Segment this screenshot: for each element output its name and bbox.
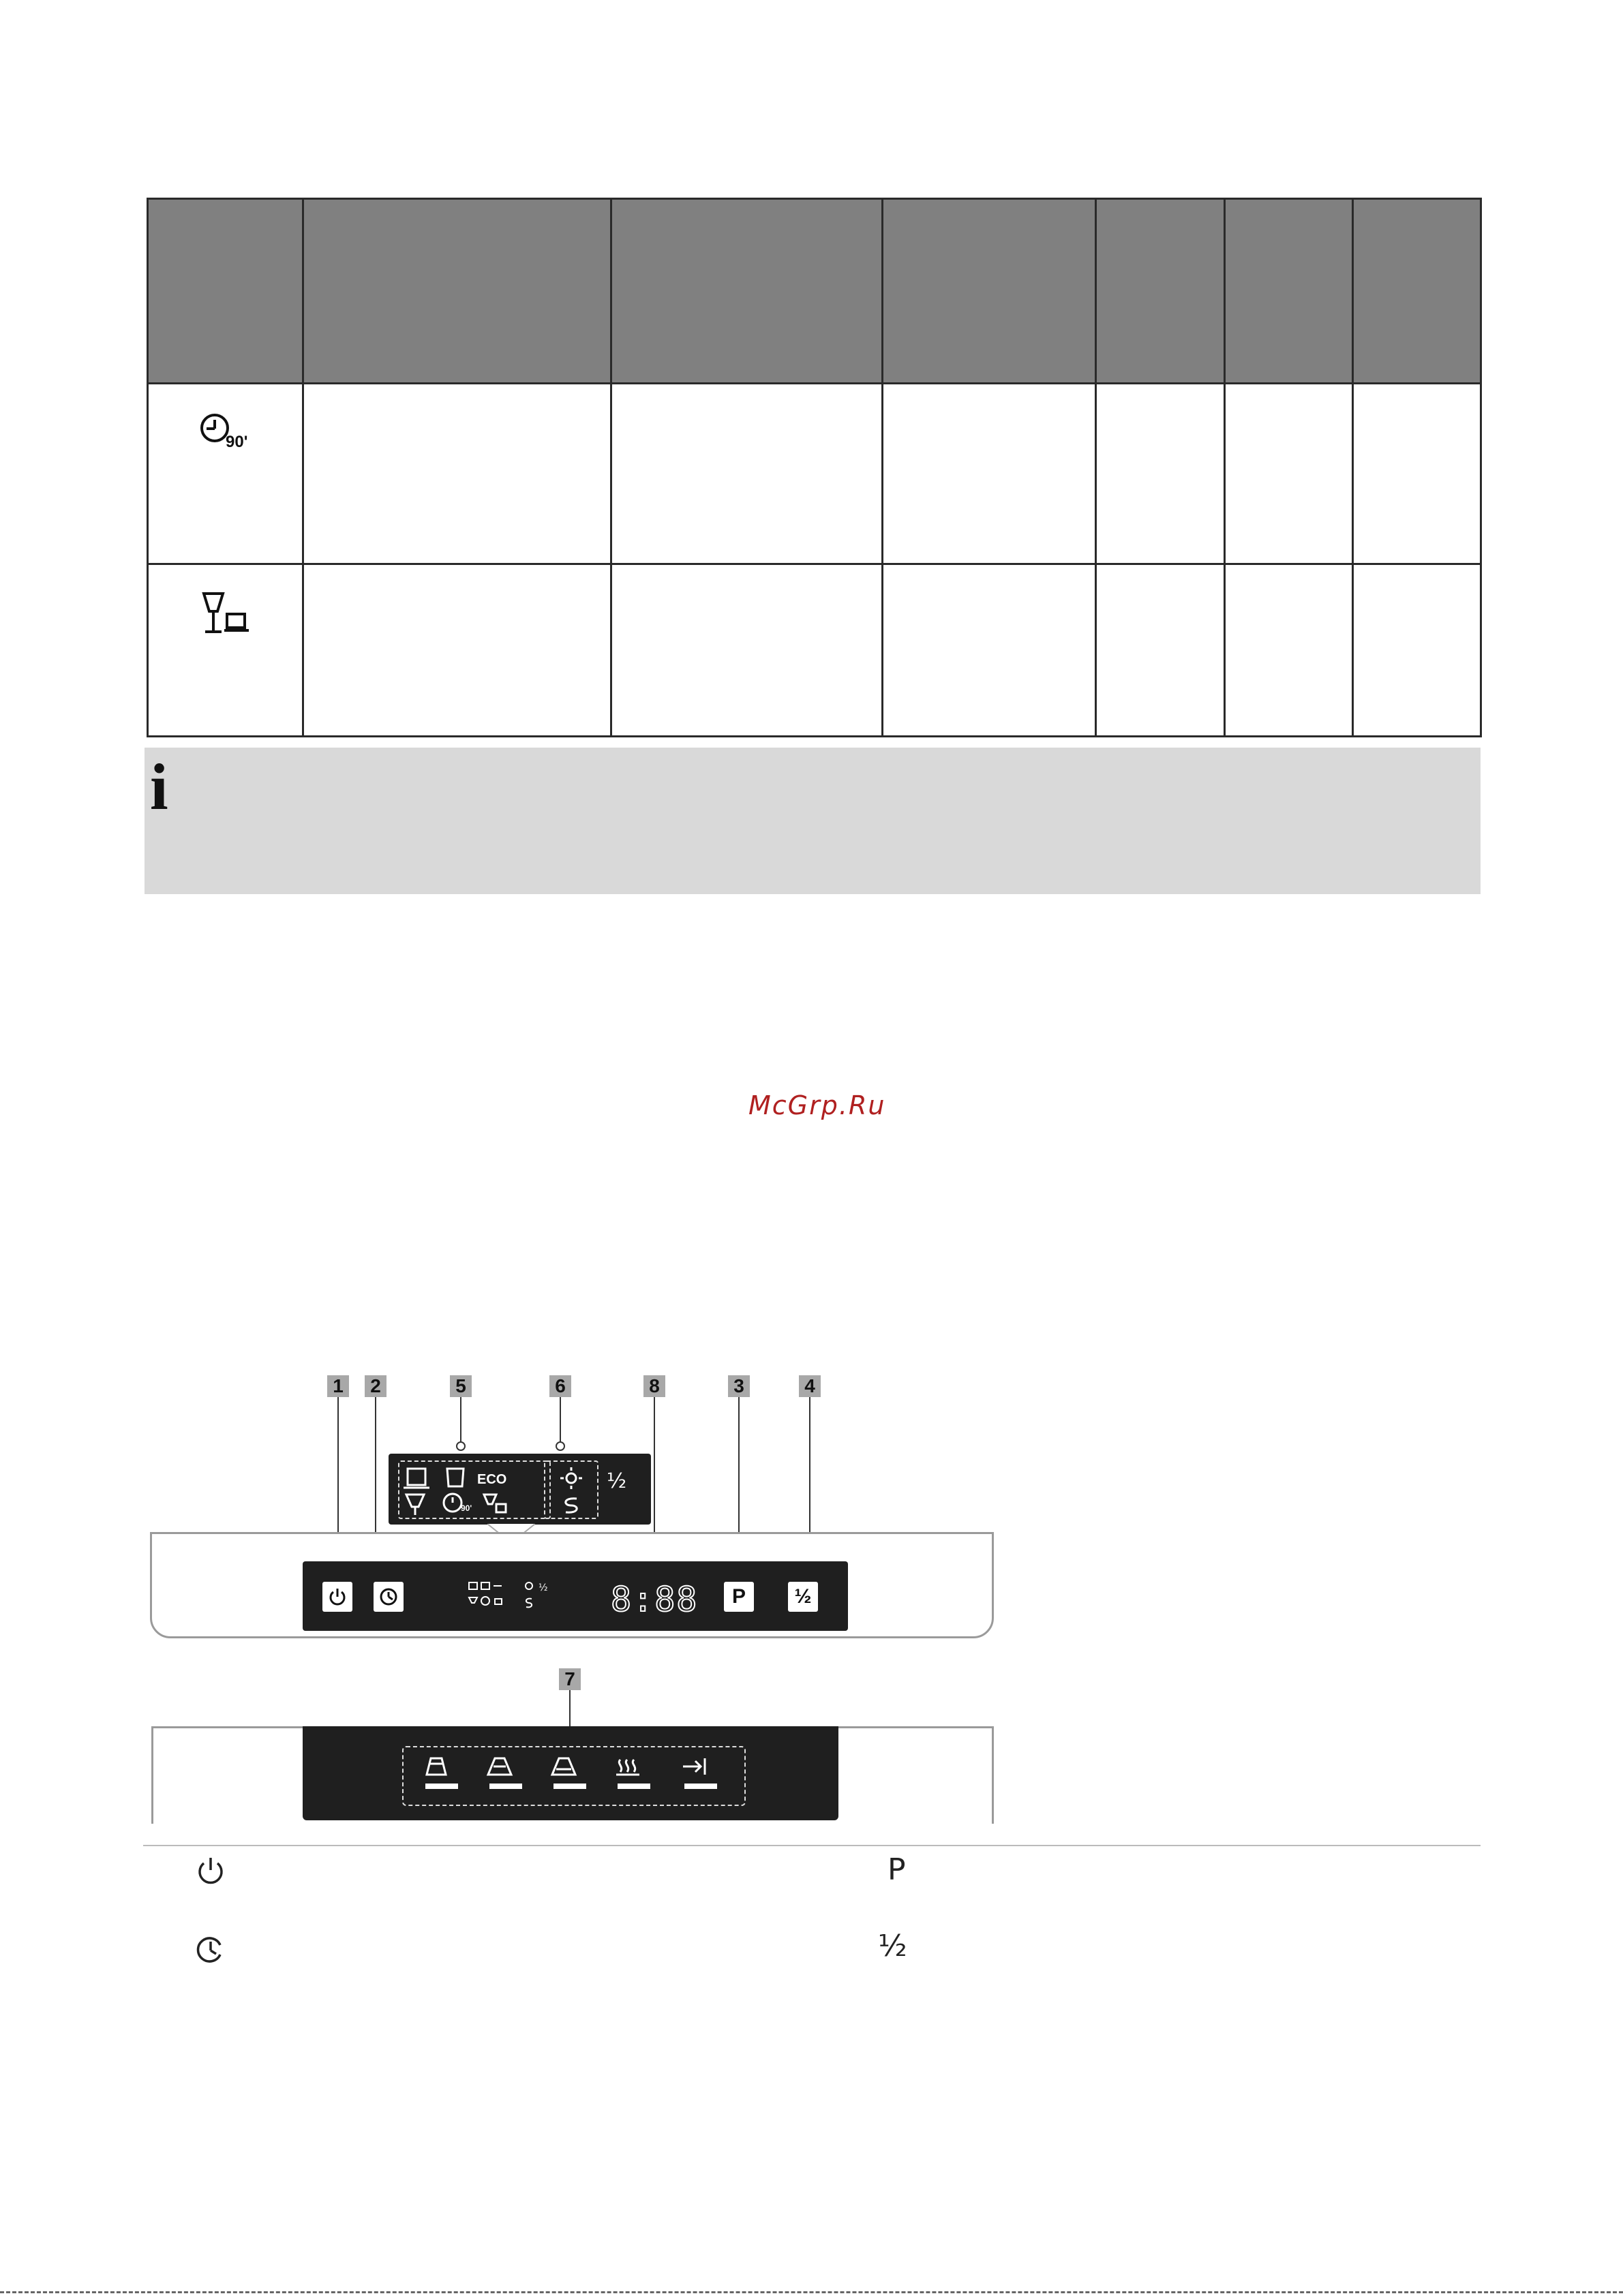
wash-phase-icons [423,1754,736,1781]
table-row [148,384,1481,564]
table-cell [883,384,1096,564]
half-load-button-label: ½ [794,1585,812,1608]
header-cell [883,199,1096,384]
delay-start-button[interactable] [374,1582,404,1612]
program-button-label: P [731,1585,746,1608]
half-load-symbol: ½ [878,1929,907,1963]
end-icon [683,1758,705,1775]
table-cell [1096,564,1225,737]
wash-indicator-bar [553,1784,586,1789]
header-cell [611,199,883,384]
main-wash-icon [488,1758,511,1775]
header-cell [1225,199,1353,384]
legend-divider [143,1845,1481,1846]
program-icon-cell [148,564,303,737]
table-cell [611,384,883,564]
page-bottom-border [0,2291,1623,2293]
glass-cup-program-icon [198,591,253,639]
table-cell [303,564,611,737]
header-cell [148,199,303,384]
intensive-program-icon [404,1469,429,1488]
half-load-label: ½ [539,1582,548,1593]
quick-90-program-icon [198,410,253,458]
table-cell [1096,384,1225,564]
half-load-label: ½ [607,1469,627,1493]
display-zoom-icons [402,1463,648,1518]
watermark: McGrp.Ru [748,1090,886,1120]
wash-indicator-bar [425,1784,458,1789]
glass-program-icon [406,1495,424,1515]
callout-3: 3 [728,1375,750,1397]
table-cell [883,564,1096,737]
program-button[interactable] [724,1582,754,1612]
program-icon-cell [148,384,303,564]
normal-program-icon [447,1469,464,1486]
program-table [147,198,1482,737]
display-zoom-box [389,1454,651,1525]
panel-status-icons [468,1580,563,1614]
table-header-row [148,199,1481,384]
table-row [148,564,1481,737]
clock-icon [378,1587,399,1607]
power-button[interactable] [322,1582,352,1612]
info-icon: i [150,750,168,823]
leader-line [560,1397,561,1446]
time-display: 8:88 [611,1580,699,1619]
wash-indicator-bar [618,1784,650,1789]
half-load-button[interactable] [788,1582,818,1612]
leader-line [460,1397,461,1446]
callout-7: 7 [559,1668,581,1690]
header-cell [303,199,611,384]
glass-cup-program-icon [484,1495,506,1512]
wash-indicator-bar [684,1784,717,1789]
rinse-icon [552,1758,575,1775]
wash-indicator-bar [489,1784,522,1789]
salt-icon [566,1499,577,1512]
rinse-aid-icon [560,1467,582,1489]
callout-5: 5 [450,1375,472,1397]
table-cell [1353,564,1481,737]
header-cell [1353,199,1481,384]
table-cell [1353,384,1481,564]
prewash-icon [427,1758,446,1775]
power-icon [327,1587,348,1607]
ninety-label: 90' [225,433,247,451]
callout-2: 2 [365,1375,386,1397]
callout-1: 1 [327,1375,349,1397]
clock-icon [195,1934,226,1965]
callout-4: 4 [799,1375,821,1397]
callout-6: 6 [549,1375,571,1397]
callout-8: 8 [643,1375,665,1397]
dry-icon [616,1760,639,1775]
power-icon [195,1856,226,1887]
header-cell [1096,199,1225,384]
table-cell [1225,564,1353,737]
table-cell [303,384,611,564]
table-cell [611,564,883,737]
eco-label: ECO [477,1472,507,1487]
ninety-label: 90' [461,1503,472,1513]
table-cell [1225,384,1353,564]
quick-90-program-icon [444,1494,461,1512]
info-note [145,748,1481,894]
program-symbol: P [888,1852,906,1887]
